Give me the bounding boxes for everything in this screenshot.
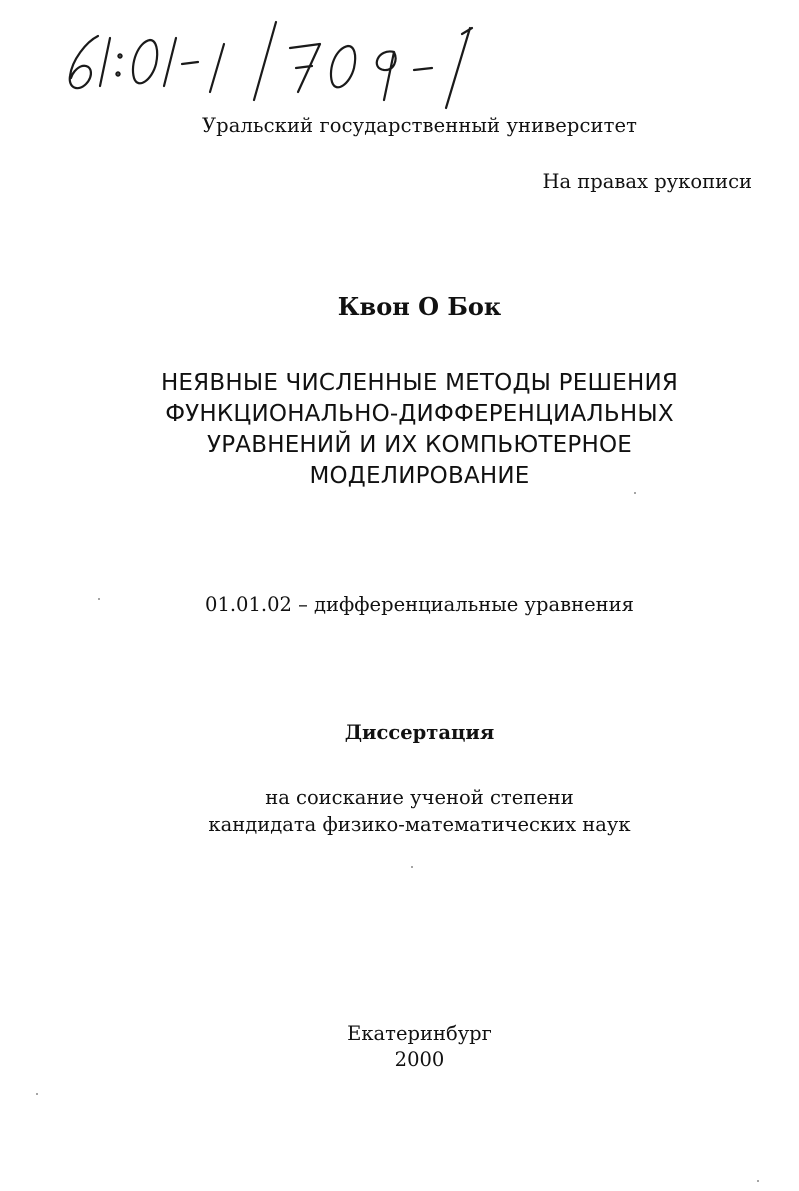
title-line: УРАВНЕНИЙ И ИХ КОМПЬЮТЕРНОЕ bbox=[207, 432, 632, 458]
specialty-code: 01.01.02 – дифференциальные уравнения bbox=[205, 593, 634, 616]
scan-speck bbox=[98, 598, 100, 600]
degree-line-2: кандидата физико-математических наук bbox=[208, 813, 631, 836]
year: 2000 bbox=[394, 1048, 445, 1071]
scan-speck bbox=[634, 492, 636, 494]
dissertation-title bbox=[0, 368, 799, 492]
title-line: НЕЯВНЫЕ ЧИСЛЕННЫЕ МЕТОДЫ РЕШЕНИЯ bbox=[160, 370, 679, 396]
scan-speck bbox=[36, 1093, 38, 1095]
author-name: Квон О Бок bbox=[337, 292, 502, 321]
title-line: ФУНКЦИОНАЛЬНО-ДИФФЕРЕНЦИАЛЬНЫХ bbox=[165, 401, 674, 427]
city: Екатеринбург bbox=[347, 1022, 492, 1045]
scan-speck bbox=[411, 866, 413, 868]
manuscript-rights-note: На правах рукописи bbox=[542, 170, 752, 193]
handwritten-stamp-drawing bbox=[58, 8, 578, 113]
scan-speck bbox=[757, 1180, 759, 1182]
degree-line-1: на соискание ученой степени bbox=[265, 786, 574, 809]
title-line: МОДЕЛИРОВАНИЕ bbox=[309, 463, 530, 489]
handwritten-archive-stamp bbox=[58, 8, 578, 113]
university-name: Уральский государственный университет bbox=[201, 114, 638, 137]
document-type: Диссертация bbox=[344, 721, 495, 744]
